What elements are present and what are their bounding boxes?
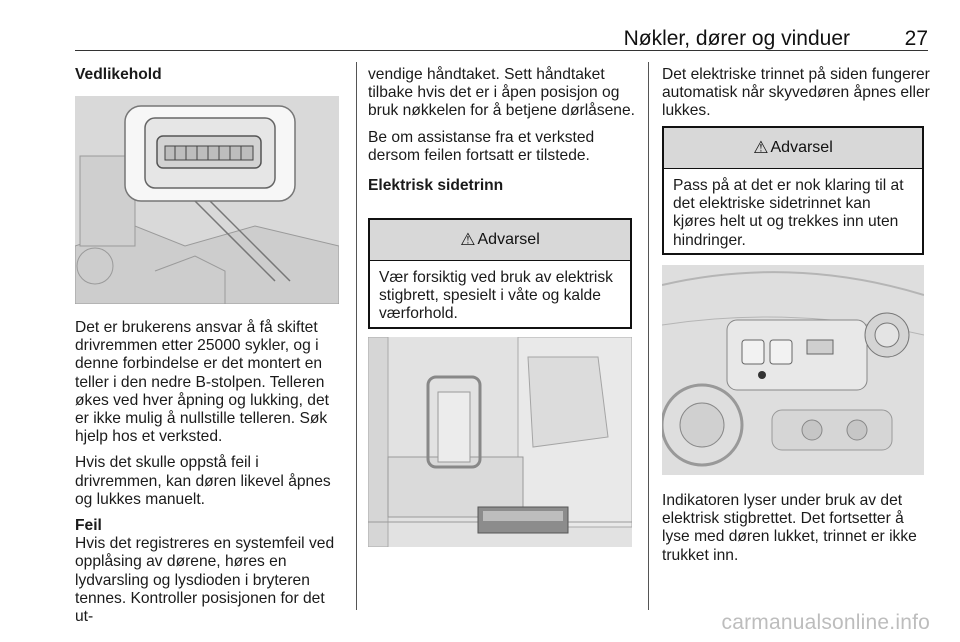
warning-title: Advarsel [770,139,833,156]
column-divider-1 [356,62,357,610]
warning-box-step [368,218,632,329]
column-1 [75,66,345,84]
warning-box-clearance [662,126,924,255]
paragraph-belt-fault: Hvis det skulle oppstå feil i drivremmen, kan døren likevel åpnes og lukkes manuelt. [75,454,331,508]
warning-text: Vær forsiktig ved bruk av elektrisk stigbrett, spesielt i våte og kalde værforhold. [379,269,613,323]
side-step-illustration [368,337,632,547]
side-step-illustration-svg [368,337,632,547]
paragraph-indicator: Indikatoren lyser under bruk av det elektrisk stigbrettet. Det fortsetter å lyse med døren lukket, trinnet er ikke trukket inn. [662,492,917,564]
dashboard-switch-illustration [662,265,924,475]
warning-text: Pass på at det er nok klaring til at det elektriske sidetrinnet kan kjøres helt ut og trekkes inn uten hindringer. [673,177,904,249]
column-3-body [662,492,930,565]
counter-illustration [75,96,339,304]
column-1-body [75,319,347,626]
page-title: Nøkler, dører og vinduer [623,27,850,50]
watermark: carmanualsonline.info [721,611,930,634]
dashboard-switch-illustration-svg [662,265,924,475]
paragraph-counter: Det er brukerens ansvar å få skiftet drivremmen etter 25000 sykler, og i denne forbindelse er det montert en teller i den nedre B-stolpen. Telleren økes ved hver åpning og lukking, det er ikke mulig å nullstille telleren. Søk hjelp hos et verksted. [75,319,329,446]
warning-triangle-icon: ⚠ [753,138,769,157]
warning-header [664,128,922,169]
column-3 [662,66,930,121]
paragraph-system-fault: Hvis det registreres en systemfeil ved opplåsing av dørene, høres en lydvarsling og lysdioden i bryteren tennes. Kontroller posisjonen for det ut- [75,535,335,626]
header-rule [75,50,928,51]
page-number: 27 [904,27,928,50]
paragraph-handle: vendige håndtaket. Sett håndtaket tilbake hvis det er i åpen posisjon og bruk nøkkelen for å betjene dørlåsene. [368,66,635,120]
warning-title: Advarsel [477,231,540,248]
counter-illustration-svg [75,96,339,304]
column-divider-2 [648,62,649,610]
paragraph-automatic-step: Det elektriske trinnet på siden fungerer automatisk når skyvedøren åpnes eller lukkes. [662,66,930,120]
warning-header [370,220,630,261]
section-heading-elektrisk-sidetrinn: Elektrisk sidetrinn [368,177,504,195]
section-heading-vedlikehold: Vedlikehold [75,66,162,83]
warning-triangle-icon: ⚠ [460,230,476,249]
section-heading-feil: Feil [75,517,102,535]
column-2 [368,66,638,195]
paragraph-workshop: Be om assistanse fra et verksted dersom feilen fortsatt er tilstede. [368,128,595,164]
